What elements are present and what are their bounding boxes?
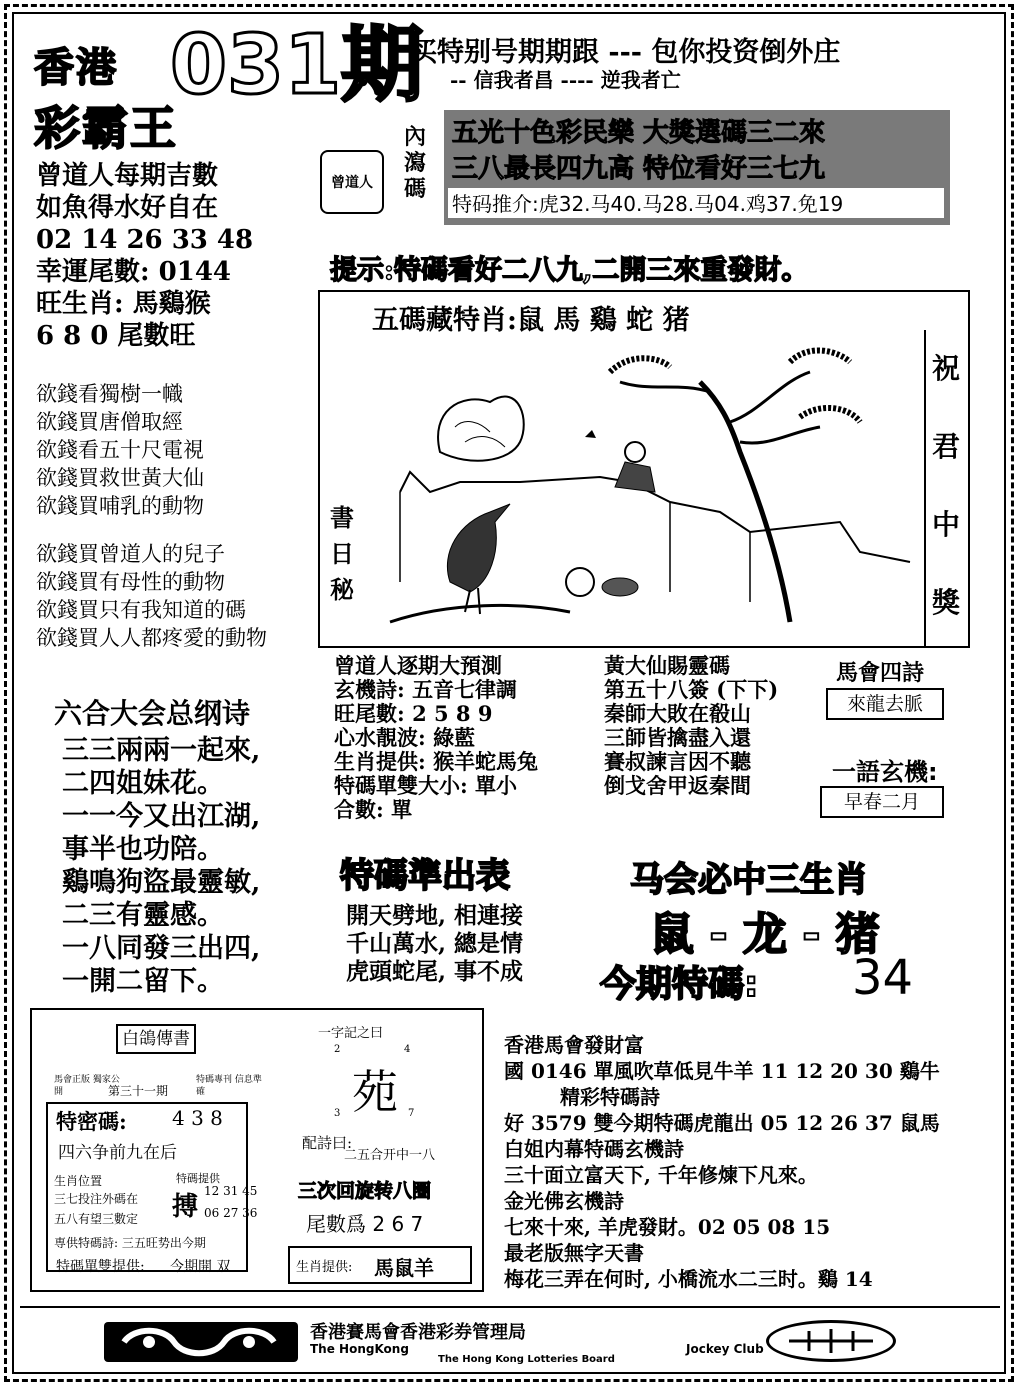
info-line: 6 8 0 尾數旺 [36, 321, 196, 351]
word-circle: 三次回旋转八圈 [298, 1180, 432, 1202]
poem [62, 734, 260, 998]
word-char: 苑 [352, 1065, 398, 1119]
single-value: 今期開 双 [170, 1259, 231, 1275]
special-title: 特碼準出表 [340, 856, 510, 896]
white-paper-box [30, 1008, 484, 1292]
predict-line: 心水靚波: 綠藍 [334, 725, 476, 750]
zodiac-box [288, 1246, 472, 1284]
stamp-seal: 曾道人 [320, 150, 384, 214]
poem-title: 六合大会总纲诗 [54, 697, 251, 730]
footer-en2: Jockey Club [686, 1342, 764, 1356]
right-vertical-text: 祝君中獎 [931, 352, 960, 619]
paper-left-small: 馬會正版 獨家公開 [54, 1075, 120, 1097]
word-n3: 3 [334, 1108, 341, 1119]
code-label: 特密碼: [56, 1109, 127, 1134]
riddle-item: 欲錢買曾道人的兒子 [36, 542, 225, 566]
riddle-list-2 [36, 540, 267, 652]
poem-line: 二三有靈感。 [62, 900, 224, 931]
riddle-title: 一語玄機: [832, 758, 938, 786]
word-tail: 尾數爲 2 6 7 [306, 1212, 424, 1236]
paper-issue: 第三十一期 [108, 1084, 169, 1098]
poem-line: 一八同發三出四, [62, 933, 261, 964]
riddle-item: 欲錢買唐僧取經 [36, 410, 183, 434]
special-line: 虎頭蛇尾, 事不成 [346, 958, 524, 985]
predict-line: 生肖提供: 猴羊蛇馬兔 [334, 749, 539, 774]
pos-line2: 五八有望三數定 [54, 1212, 139, 1226]
right-vertical-panel [924, 330, 966, 646]
code-tips: 特码推介:虎32.马40.马28.马04.鸡37.免19 [448, 188, 944, 218]
sure-number: 34 [852, 950, 914, 1006]
horse-poem-title: 馬會四詩 [836, 661, 925, 686]
word-n4: 7 [408, 1108, 415, 1119]
vertical-label: 內瀉碼 [404, 124, 427, 202]
sure-title: 马会必中三生肖 [630, 860, 868, 900]
riddle-item: 欲錢看五十尺電視 [36, 438, 204, 462]
code-value: 4 3 8 [172, 1106, 223, 1130]
word-poem: 二五合开中一八 [344, 1148, 436, 1163]
slogan-2: -- 信我者昌 ---- 逆我者亡 [450, 68, 681, 92]
predict-line: 秦師大敗在殽山 [604, 701, 751, 726]
footer-rule [20, 1306, 1000, 1308]
horse-poem-value: 來龍去脈 [826, 688, 944, 720]
pos-line1: 三七投注外碼在 [54, 1192, 139, 1206]
code-line-2: 三八最長四九高 特位看好三七九 [452, 154, 826, 184]
word-box [298, 1018, 478, 1288]
right-text-line: 國 0146 單風吹草低見牛羊 11 12 20 30 鷄牛 [504, 1059, 940, 1083]
info-line: 曾道人每期吉數 [36, 161, 219, 191]
special-line: 千山萬水, 總是情 [346, 930, 524, 957]
riddle-item: 欲錢買人人都疼愛的動物 [36, 626, 267, 650]
brand-top: 香港 [34, 45, 118, 91]
paper-right-small: 特碼專刊 信息準確 [196, 1075, 262, 1097]
poem-line: 二四姐妹花。 [62, 768, 224, 799]
predict-line: 曾道人逐期大預測 [334, 653, 502, 678]
left-info [36, 160, 253, 352]
right-text-line: 最老版無字天書 [504, 1241, 644, 1265]
code-line-1: 五光十色彩民樂 大獎選碼三二來 [452, 118, 826, 148]
paper-head: 白鴿傳書 [116, 1024, 196, 1054]
tip-nums2: 06 27 36 [204, 1206, 258, 1220]
riddle-value: 早春二月 [820, 786, 944, 818]
right-text-line: 梅花三弄在何时, 小橋流水二三时。鷄 14 [504, 1267, 873, 1291]
riddle-item: 欲錢買只有我知道的碼 [36, 598, 246, 622]
brand-bottom: 彩霸王 [34, 101, 178, 155]
riddle-list-1 [36, 380, 204, 520]
illustration [370, 332, 920, 644]
sure-label: 今期特碼: [600, 964, 759, 1005]
inner-code-box [320, 110, 960, 240]
info-line: 02 14 26 33 48 [36, 225, 254, 255]
special-lines [346, 902, 523, 986]
zodiac-label: 生肖提供: [296, 1260, 353, 1275]
right-text-line: 三十面立富天下, 千年修煉下凡來。 [504, 1163, 818, 1187]
word-n2: 4 [404, 1044, 411, 1055]
right-text-line: 七來十來, 羊虎發財。02 05 08 15 [504, 1215, 831, 1239]
predict-mid [604, 654, 778, 798]
word-poem-label: 配詩曰: [302, 1134, 353, 1152]
riddle-item: 欲錢買哺乳的動物 [36, 494, 204, 518]
predict-line: 旺尾數: 2 5 8 9 [334, 701, 493, 726]
paper-exclusive: 専供特碼詩: 三五旺势出今期 [54, 1236, 206, 1250]
zodiac-value: 馬鼠羊 [374, 1256, 434, 1280]
footer-en3: The Hong Kong Lotteries Board [438, 1354, 615, 1365]
poem-line: 三三兩兩一起來, [62, 735, 261, 766]
poem-line: 事半也功陪。 [62, 834, 224, 865]
riddle-item: 欲錢看獨樹一幟 [36, 382, 183, 406]
predict-line: 黃大仙賜靈碼 [604, 653, 730, 678]
tip-label: 特碼提供 [176, 1172, 220, 1185]
tip-nums1: 12 31 45 [204, 1184, 258, 1198]
footer-cn: 香港賽馬會香港彩券管理局 [310, 1322, 526, 1343]
poem-line: 一開二留下。 [62, 966, 224, 997]
predict-left [334, 654, 538, 822]
predict-line: 玄機詩: 五音七律調 [334, 677, 518, 702]
riddle-item: 欲錢買有母性的動物 [36, 570, 225, 594]
pos-label: 生肖位置 [54, 1174, 103, 1188]
tip-char: 搏 [172, 1192, 199, 1222]
right-text-line: 精彩特碼詩 [560, 1085, 660, 1109]
footer-en1: The HongKong [310, 1342, 409, 1356]
slogan-1: 买特别号期期跟 --- 包你投资倒外庄 [410, 37, 841, 68]
poem-line: 鷄鳴狗盜最靈敏, [62, 867, 261, 898]
word-n1: 2 [334, 1044, 341, 1055]
special-line: 開天劈地, 相連接 [346, 902, 524, 929]
riddle-item: 欲錢買救世黃大仙 [36, 466, 204, 490]
predict-line: 三師皆擒盡入還 [604, 725, 751, 750]
single-label: 特碼單雙提供: [56, 1259, 145, 1275]
picture-frame [318, 290, 970, 648]
left-vertical-text: 書日秘 [330, 503, 354, 604]
poem-line: 一一今又出江湖, [62, 801, 261, 832]
jockey-logo-left [104, 1322, 298, 1362]
logo-icon [104, 1322, 298, 1362]
issue-number: 031期 [170, 18, 424, 113]
predict-line: 第五十八簽 (下下) [604, 677, 779, 702]
logo-icon [769, 1323, 893, 1359]
right-text-line: 金光佛玄機詩 [504, 1189, 624, 1213]
paper-line1: 四六争前九在后 [58, 1143, 177, 1163]
info-line: 如魚得水好自在 [36, 193, 219, 223]
right-text [504, 1032, 940, 1292]
predict-line: 合數: 單 [334, 797, 413, 822]
right-text-line: 白姐内幕特碼玄機詩 [504, 1137, 684, 1161]
predict-line: 特碼單雙大小: 單小 [334, 773, 518, 798]
predict-line: 倒戈舍甲返秦間 [604, 773, 751, 798]
word-head: 一字記之曰 [318, 1026, 384, 1041]
sure-animals: 鼠 - 龙 - 猪 [650, 909, 880, 960]
info-line: 幸運尾數: 0144 [36, 257, 232, 287]
right-text-line: 好 3579 雙今期特碼虎龍出 05 12 26 37 鼠馬 [504, 1111, 940, 1135]
info-line: 旺生肖: 馬鷄猴 [36, 289, 211, 319]
predict-line: 賽叔諫言因不聽 [604, 749, 751, 774]
picture-title: 五碼藏特肖:鼠 馬 鷄 蛇 猪 [372, 305, 690, 336]
hint-line: 提示:特碼看好二八九,二開三來重發財。 [330, 255, 809, 286]
right-text-line: 香港馬會發財富 [504, 1033, 644, 1057]
jockey-logo-right [766, 1320, 896, 1362]
